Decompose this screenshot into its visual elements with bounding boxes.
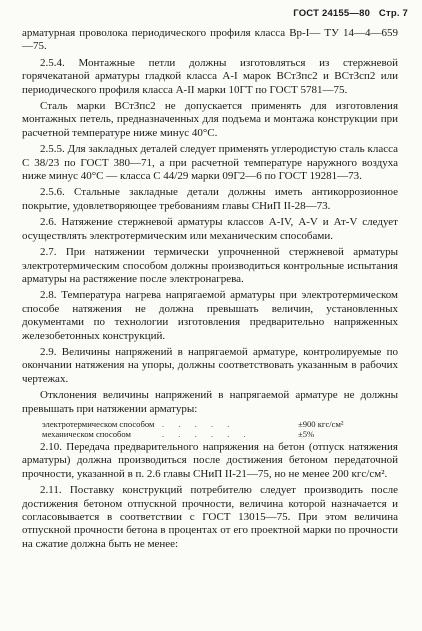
tolerance-list — [22, 419, 398, 440]
tolerance-method: механическом способом — [42, 429, 131, 440]
leader-dots: . . . . . . — [162, 429, 252, 440]
tolerance-value: ±900 кгс/см² — [298, 418, 344, 429]
paragraph: Отклонения величины напряжений в напрягаемой арматуре не должны превышать при натяжении арматуры: — [22, 389, 398, 415]
paragraph: 2.5.6. Стальные закладные детали должны иметь антикоррозионное покрытие, удовлетворяющее требованиям главы СНиП II-28—73. — [22, 186, 398, 212]
leader-dots: . . . . . — [162, 418, 236, 429]
tolerance-method: электротермическом способом — [42, 418, 155, 429]
paragraph: Сталь марки ВСтЗпс2 не допускается применять для изготовления монтажных петель, предназначенных для подъема и монтажа конструкции при расчетной температуре ниже минус 40°С. — [22, 100, 398, 139]
paragraph: 2.11. Поставку конструкций потребителю следует производить после достижения бетоном отпускной прочности, величина которой назначается и согласовывается в соответствии с ГОСТ 13015—75. При этом величина отпускной прочности бетона в процентах от его проектной марки по прочности на сжатие должна быть не менее: — [22, 484, 398, 550]
paragraph: 2.10. Передача предварительного напряжения на бетон (отпуск натяжения арматуры) должна производиться после достижения бетоном передаточной прочности, указанной в п. 2.6 главы СНиП II-21—75, но не менее 200 кгс/см². — [22, 440, 398, 480]
paragraph: арматурная проволока периодического профиля класса Вр-I— ТУ 14—4—659—75. — [22, 27, 398, 53]
paragraph: 2.7. При натяжении термически упрочненной стержневой арматуры электротермическим способом должны производиться контрольные испытания арматуры на растяжение после электронагрева. — [22, 246, 398, 285]
standard-number: ГОСТ 24155—80 — [293, 8, 371, 19]
paragraph: 2.8. Температура нагрева напрягаемой арматуры при электротермическом способе натяжения не должна превышать величин, установленных документами по технологии изготовления предварительно напряженных железобетонных конструкций. — [22, 289, 398, 342]
page-number: Стр. 7 — [378, 8, 408, 19]
tolerance-row — [22, 419, 398, 430]
paragraph: 2.6. Натяжение стержневой арматуры классов А-IV, А-V и Ат-V следует осуществлять электротермическим или механическим способами. — [22, 216, 398, 242]
tolerance-value: ±5% — [298, 429, 315, 440]
page-header — [293, 8, 408, 19]
paragraph: 2.5.5. Для закладных деталей следует применять углеродистую сталь класса С 38/23 по ГОСТ 380—71, а при расчетной температуре наружного воздуха ниже минус 40°С — класса С 44/29 марки 09Г2—6 по ГОСТ 19281—73. — [22, 143, 398, 183]
paragraph: 2.9. Величины напряжений в напрягаемой арматуре, контролируемые по окончании натяжения на упоры, должны соответствовать указанным в рабочих чертежах. — [22, 345, 398, 385]
document-body — [22, 27, 398, 554]
tolerance-row — [22, 429, 398, 440]
paragraph: 2.5.4. Монтажные петли должны изготовляться из стержневой горячекатаной арматуры гладкой класса А-I марок ВСтЗпс2 и ВСтЗсп2 или периодического профиля класса А-II марки 10ГТ по ГОСТ 5781—75. — [22, 56, 398, 96]
